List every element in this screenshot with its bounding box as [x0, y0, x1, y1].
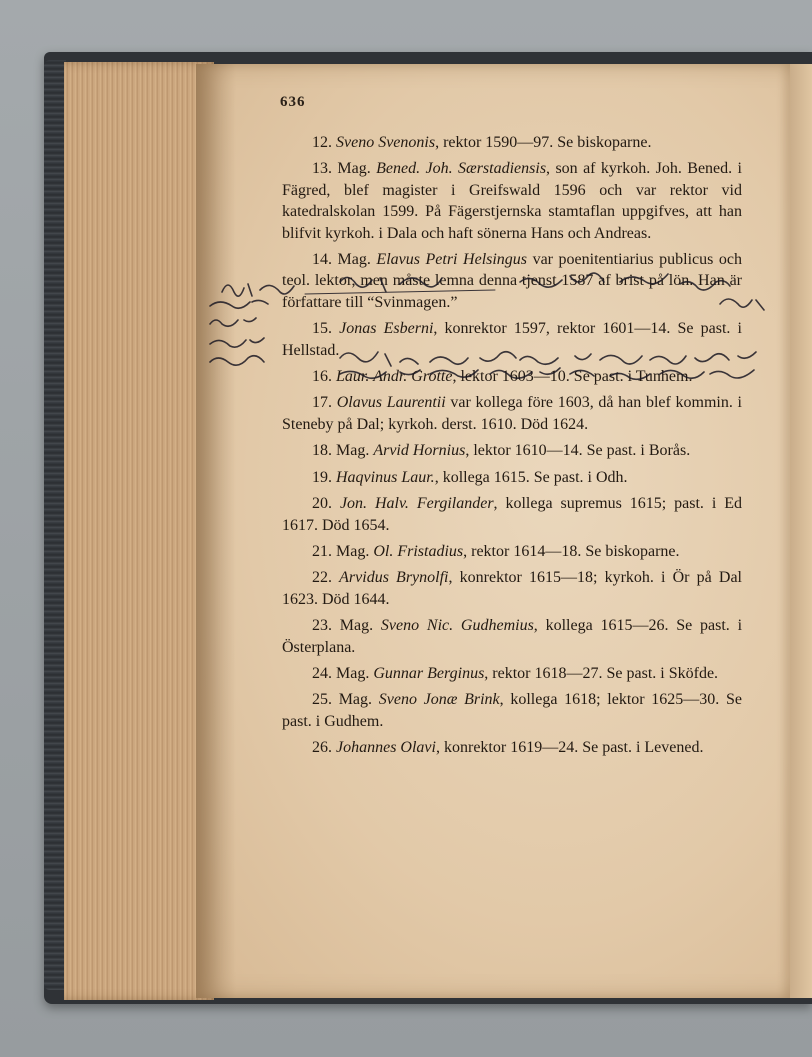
entry-22 [282, 567, 742, 610]
entry-title-prefix: Mag. [336, 664, 374, 682]
entry-number: 21. [312, 542, 332, 560]
page-number: 636 [280, 94, 306, 110]
entry-number: 20. [312, 495, 332, 513]
entry-20 [282, 493, 742, 536]
entry-person-name: Ol. Fristadius [373, 542, 464, 560]
entry-25 [282, 689, 742, 732]
entry-description: var kollega före 1603, då han blef kommin. i Steneby på Dal; kyrkoh. derst. 1610. Död 1624. [282, 394, 742, 433]
entry-24 [282, 663, 742, 684]
entry-21 [282, 541, 742, 562]
entry-number: 26. [312, 739, 332, 757]
entry-23 [282, 615, 742, 658]
entry-number: 25. [312, 691, 332, 709]
book-spine-edge [44, 60, 66, 990]
entry-person-name: Bened. Joh. Særstadiensis [376, 160, 547, 178]
entry-number: 24. [312, 664, 332, 682]
entry-description: , lektor 1610—14. Se past. i Borås. [465, 442, 691, 460]
entry-title-prefix: Mag. [336, 542, 374, 560]
entry-description: , kollega 1615—26. Se past. i Österplana. [282, 617, 743, 656]
entry-person-name: Haqvinus Laur. [336, 468, 435, 486]
entry-26 [282, 737, 742, 758]
entry-person-name: Jon. Halv. Fergilander [339, 495, 494, 513]
entry-description: , konrektor 1597, rektor 1601—14. Se past. i Hellstad. [282, 320, 742, 359]
entry-18 [282, 440, 742, 461]
entry-person-name: Arvid Hornius [373, 442, 466, 460]
entry-description: var poenitentiarius publicus och teol. lektor, men måste lemna denna tjenst 1587 af brist på lön. Han är författare till “Svinmagen.” [282, 251, 743, 311]
entry-19 [282, 467, 742, 488]
entry-description: , kollega 1615. Se past. i Odh. [434, 468, 628, 486]
entry-person-name: Sveno Jonæ Brink [378, 691, 500, 709]
entry-description: , konrektor 1615—18; kyrkoh. i Ör på Dal 1623. Död 1644. [282, 569, 742, 608]
handwritten-marginalia [190, 262, 780, 392]
entry-title-prefix: Mag. [337, 251, 377, 269]
entry-number: 13. [312, 160, 332, 178]
entry-description: , kollega 1618; lektor 1625—30. Se past. i Gudhem. [282, 691, 743, 730]
entry-description: , son af kyrkoh. Joh. Bened. i Fägred, blef magister i Greifswald 1596 och var rektor vid katedralskolan 1599. På Fägerstjernska stamtaflan uppgifves, att han blifvit kyrkoh. i Dala och haft sönerna Hans och Andreas. [282, 160, 743, 242]
entry-list [282, 132, 742, 764]
entry-person-name: Olavus Laurentii [336, 394, 446, 412]
entry-number: 15. [312, 320, 332, 338]
entry-person-name: Elavus Petri Helsingus [376, 251, 528, 269]
entry-person-name: Johannes Olavi [336, 739, 436, 757]
entry-person-name: Gunnar Berginus [373, 664, 485, 682]
entry-person-name: Laur. Andr. Grotte [336, 368, 453, 386]
entry-number: 14. [312, 251, 332, 269]
entry-person-name: Arvidus Brynolfi [339, 569, 449, 587]
entry-description: , rektor 1614—18. Se biskoparne. [463, 542, 680, 560]
entry-number: 19. [312, 468, 332, 486]
entry-description: , konrektor 1619—24. Se past. i Levened. [435, 739, 704, 757]
entry-title-prefix: Mag. [338, 691, 379, 709]
entry-description: , rektor 1618—27. Se past. i Sköfde. [484, 664, 719, 682]
entry-description: , rektor 1590—97. Se biskoparne. [435, 134, 652, 151]
page-stack-edges [64, 62, 214, 1000]
entry-title-prefix: Mag. [339, 617, 381, 635]
entry-12 [282, 132, 742, 153]
entry-17 [282, 392, 742, 435]
entry-person-name: Jonas Esberni [339, 320, 434, 338]
entry-number: 12. [312, 134, 332, 151]
entry-number: 23. [312, 617, 332, 635]
entry-number: 17. [312, 394, 332, 412]
entry-description: , kollega supremus 1615; past. i Ed 1617. Död 1654. [282, 495, 743, 534]
entry-title-prefix: Mag. [337, 160, 377, 178]
entry-number: 22. [312, 569, 332, 587]
entry-number: 16. [312, 368, 332, 386]
entry-description: , lektor 1603—10. Se past. i Tunhem. [452, 368, 693, 386]
entry-person-name: Sveno Svenonis [336, 134, 436, 151]
next-page-edge [790, 64, 812, 998]
entry-13 [282, 158, 742, 244]
gutter-shadow [196, 64, 236, 998]
entry-person-name: Sveno Nic. Gudhemius [380, 617, 534, 635]
entry-number: 18. [312, 442, 332, 460]
entry-title-prefix: Mag. [336, 442, 374, 460]
